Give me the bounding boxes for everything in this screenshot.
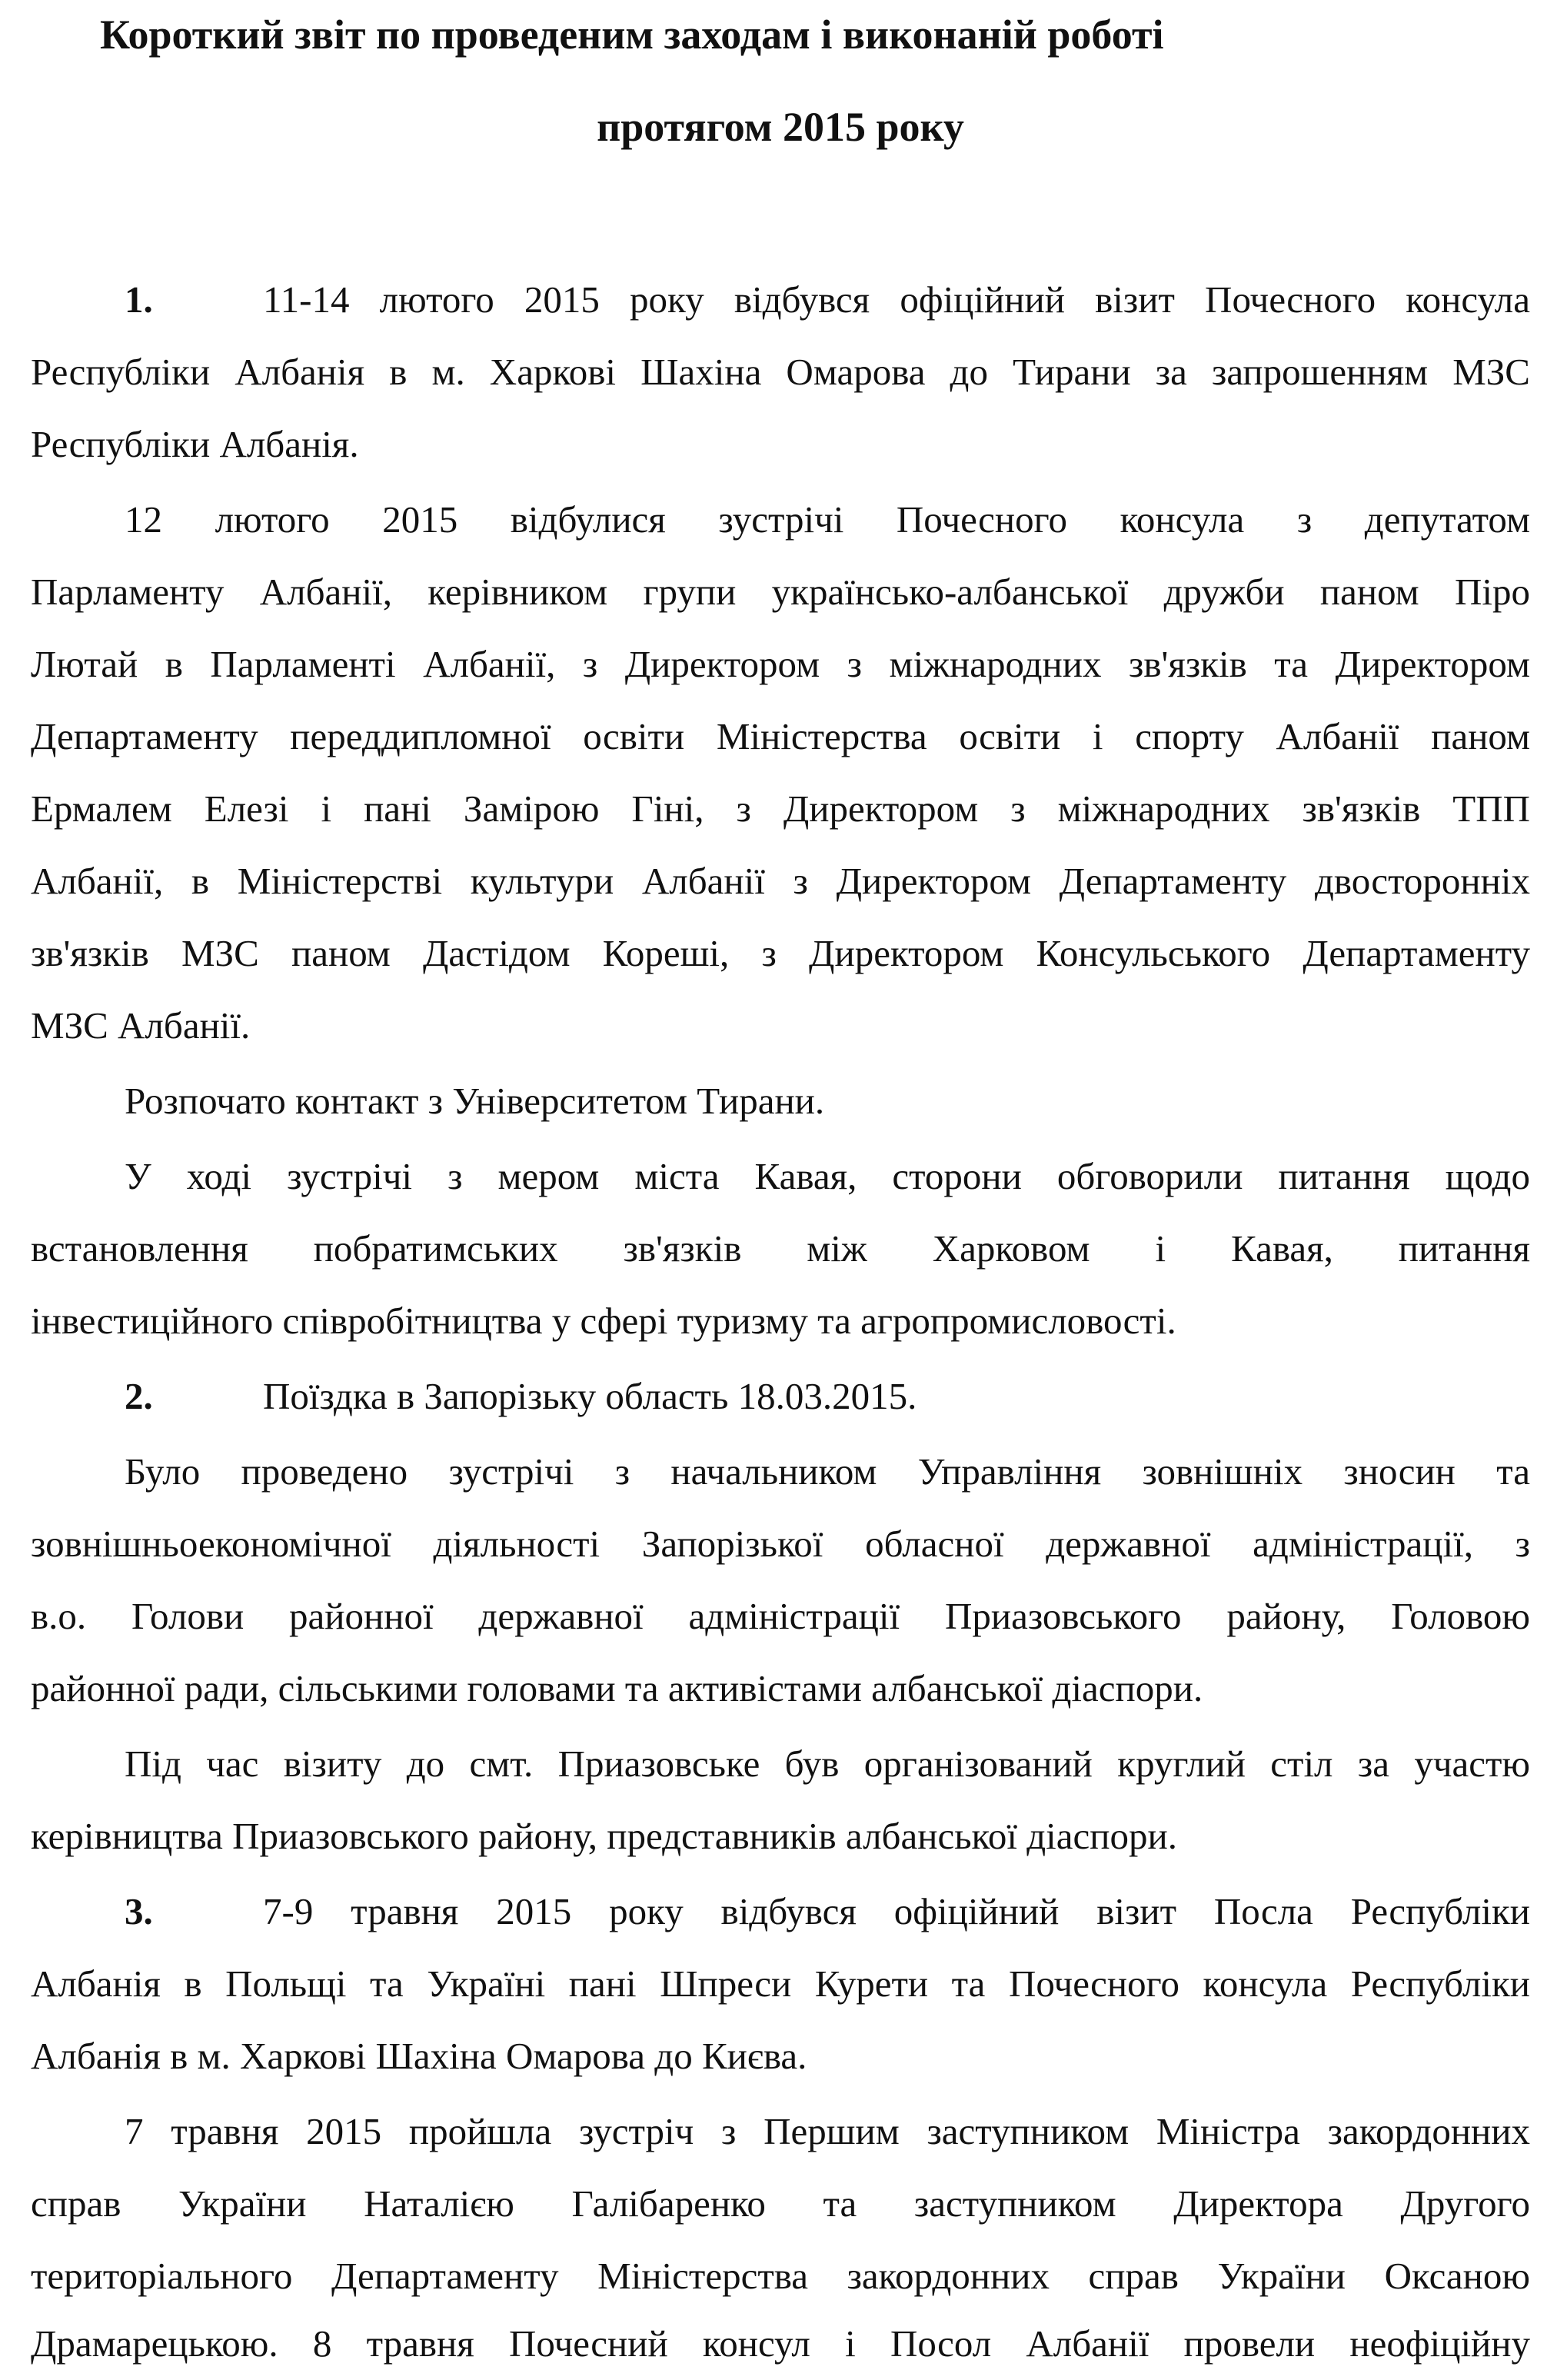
paragraph-line: справ України Наталією Галібаренко та заступником Директора Другого [31, 2182, 1530, 2225]
paragraph-line: Ермалем Елезі і пані Замірою Гіні, з Директором з міжнародних зв'язків ТПП [31, 787, 1530, 830]
paragraph-line: керівництва Приазовського району, представників албанської діаспори. [31, 1815, 1177, 1857]
text-run: Поїздка в Запорізьку область 18.03.2015. [263, 1375, 917, 1417]
paragraph-line: Під час візиту до смт. Приазовське був організований круглий стіл за участю [125, 1743, 1530, 1785]
section-number: 3. [125, 1890, 153, 1932]
paragraph-line: зовнішньоекономічної діяльності Запорізької обласної державної адміністрації, з [31, 1523, 1530, 1565]
paragraph-line: 12 лютого 2015 відбулися зустрічі Почесного консула з депутатом [125, 498, 1530, 541]
paragraph-line: 7 травня 2015 пройшла зустріч з Першим заступником Міністра закордонних [125, 2110, 1530, 2152]
paragraph-line: У ході зустрічі з мером міста Кавая, сторони обговорили питання щодо [125, 1155, 1530, 1197]
paragraph-line: МЗС Албанії. [31, 1004, 251, 1047]
document-title-line-2: протягом 2015 року [597, 104, 964, 150]
text-run: 11-14 лютого 2015 року відбувся офіційний візит Почесного консула [263, 278, 1530, 321]
paragraph-line: Департаменту переддипломної освіти Міністерства освіти і спорту Албанії паном [31, 715, 1530, 757]
paragraph-line: в.о. Голови районної державної адміністрації Приазовського району, Головою [31, 1595, 1530, 1637]
paragraph-line: зв'язків МЗС паном Дастідом Кореші, з Директором Консульського Департаменту [31, 932, 1530, 974]
paragraph-line: Албанія в м. Харкові Шахіна Омарова до Києва. [31, 2035, 807, 2077]
paragraph-line: територіального Департаменту Міністерства закордонних справ України Оксаною [31, 2255, 1530, 2297]
paragraph-line [125, 1360, 1530, 1433]
document-title-line-1: Короткий звіт по проведеним заходам і виконаній роботі [100, 12, 1164, 58]
paragraph-line: Драмарецькою. 8 травня Почесний консул і Посол Албанії провели неофіційну [31, 2322, 1530, 2365]
section-number: 1. [125, 278, 153, 321]
paragraph-line: Республіки Албанія в м. Харкові Шахіна Омарова до Тирани за запрошенням МЗС [31, 351, 1530, 393]
paragraph-line: Лютай в Парламенті Албанії, з Директором з міжнародних зв'язків та Директором [31, 643, 1530, 685]
paragraph-line: Албанія в Польщі та Україні пані Шпреси Курети та Почесного консула Республіки [31, 1962, 1530, 2005]
paragraph-line: Албанії, в Міністерстві культури Албанії з Директором Департаменту двосторонніх [31, 860, 1530, 902]
paragraph-line [125, 1876, 1530, 1948]
paragraph-line: районної ради, сільськими головами та активістами албанської діаспори. [31, 1667, 1203, 1709]
section-number: 2. [125, 1375, 153, 1417]
paragraph-line: встановлення побратимських зв'язків між Харковом і Кавая, питання [31, 1227, 1530, 1270]
paragraph-line: Розпочато контакт з Університетом Тирани. [125, 1080, 825, 1122]
paragraph-line [125, 264, 1530, 336]
text-run: 7-9 травня 2015 року відбувся офіційний візит Посла Республіки [263, 1890, 1530, 1932]
paragraph-line: Було проведено зустрічі з начальником Управління зовнішніх зносин та [125, 1450, 1530, 1493]
paragraph-line: Республіки Албанія. [31, 423, 359, 465]
paragraph-line: Парламенту Албанії, керівником групи українсько-албанської дружби паном Піро [31, 571, 1530, 613]
paragraph-line: інвестиційного співробітництва у сфері туризму та агропромисловості. [31, 1300, 1176, 1342]
